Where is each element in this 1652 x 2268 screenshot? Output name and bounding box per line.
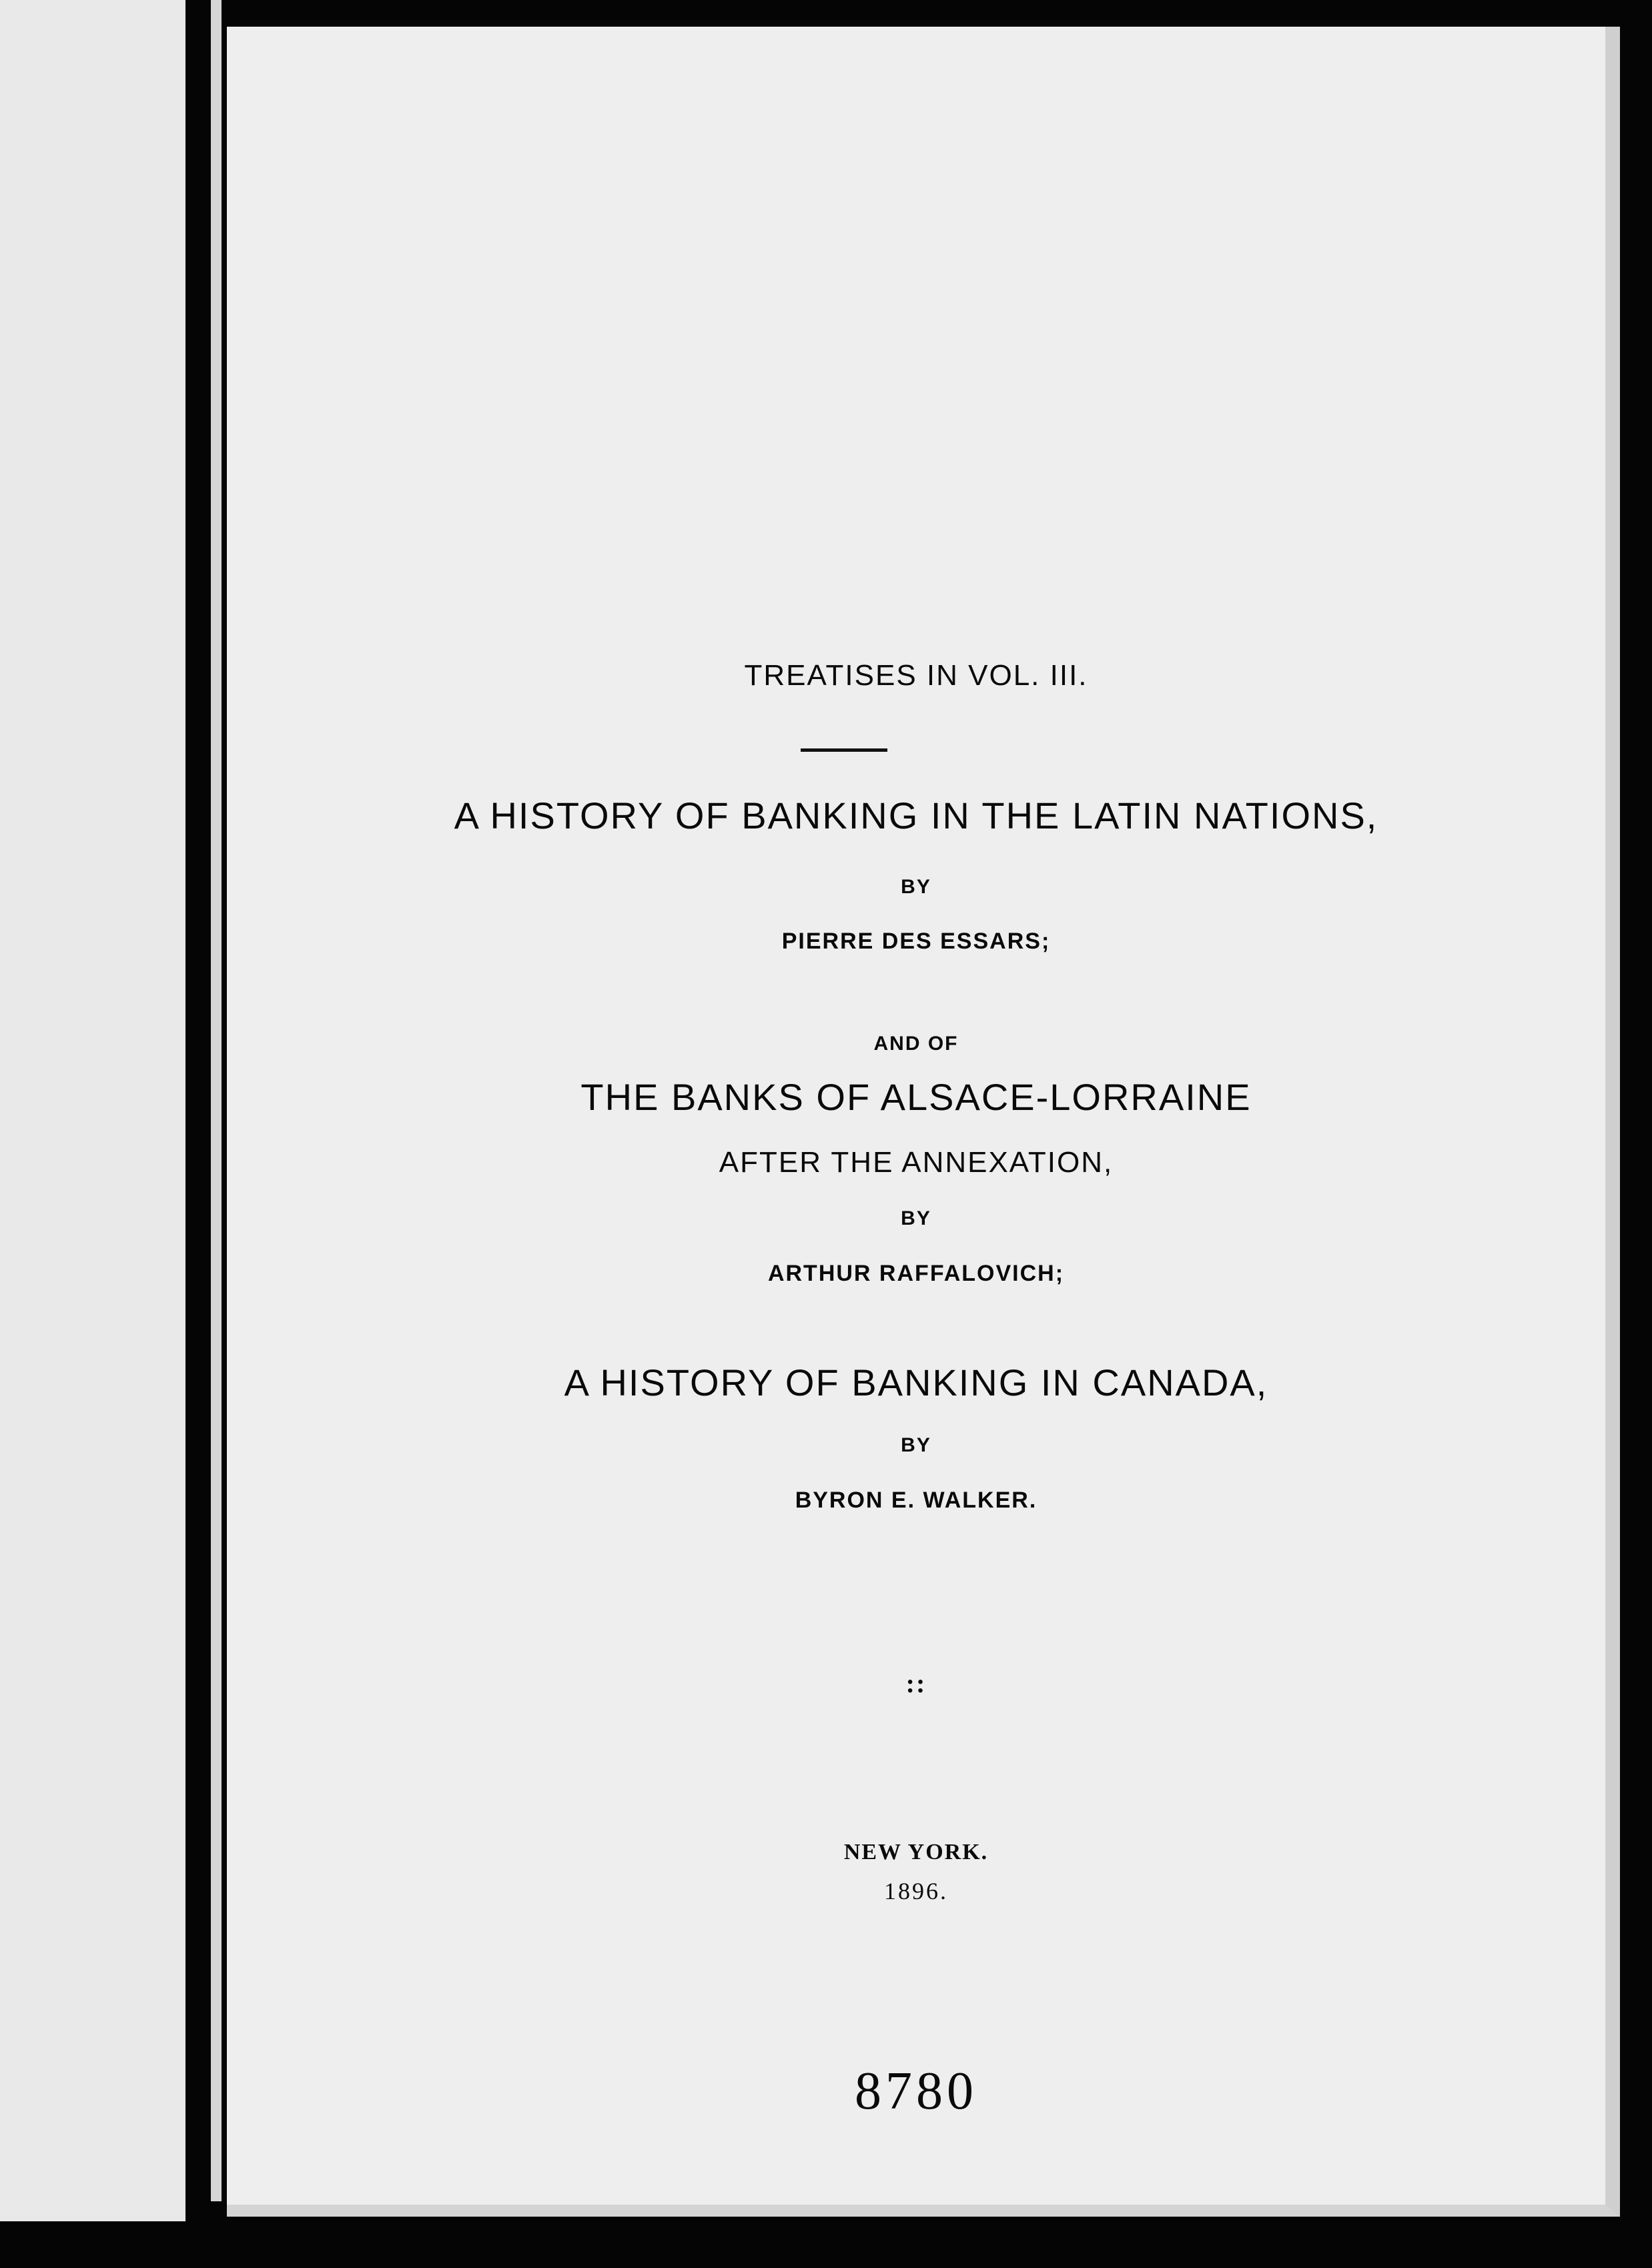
work-1-title: A HISTORY OF BANKING IN THE LATIN NATIONS, (454, 794, 1378, 836)
work-3-author: BYRON E. WALKER. (795, 1488, 1038, 1513)
facing-page-edge (0, 0, 185, 2221)
work-1-by: BY (901, 876, 931, 898)
work-1-author: PIERRE DES ESSARS; (781, 929, 1051, 954)
work-3-by: BY (901, 1434, 931, 1456)
divider-rule (801, 748, 887, 752)
book-gutter (211, 0, 222, 2201)
work-2-and-of: AND OF (873, 1033, 959, 1055)
imprint-place: NEW YORK. (843, 1840, 989, 1864)
work-2-by: BY (901, 1207, 931, 1229)
work-2-author: ARTHUR RAFFALOVICH; (767, 1261, 1065, 1286)
work-2-subtitle: AFTER THE ANNEXATION, (719, 1146, 1114, 1179)
stock-number: 8780 (855, 2062, 977, 2121)
work-2-title: THE BANKS OF ALSACE-LORRAINE (580, 1076, 1252, 1118)
ornament: :: (905, 1668, 927, 1698)
treatises-heading: TREATISES IN VOL. III. (744, 659, 1088, 692)
imprint-year: 1896. (884, 1878, 948, 1904)
work-3-title: A HISTORY OF BANKING IN CANADA, (564, 1361, 1268, 1403)
